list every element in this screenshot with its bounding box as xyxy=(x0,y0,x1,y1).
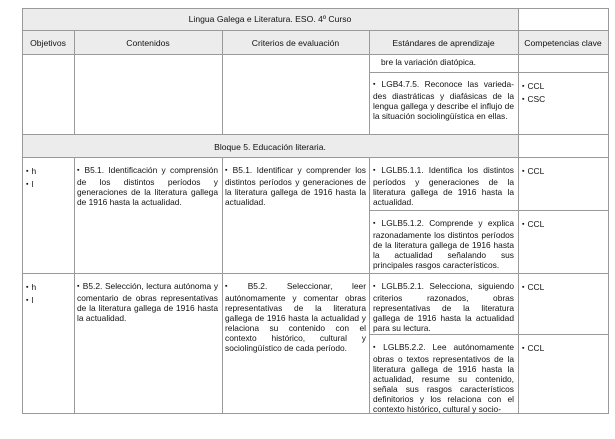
rule xyxy=(222,157,223,414)
rule xyxy=(22,8,609,9)
criterio-b52: ▪ B5.2. Seleccionar, leer autónomamente y comentar obras representativas de la literatura gallega de 1916 hasta la actualidad y relaciona su contenido con el contexto histórico, cultural y sociolingüístico de cada período. xyxy=(225,281,366,353)
objetivo-item: ▪ h xyxy=(26,282,36,294)
estandar-lgb475: ▪ LGB4.7.5. Reconoce las varieda-des diastráticas y diafásicas de la lengua gallega y describe el influjo de la situación sociolingüística en ellas. xyxy=(373,79,514,121)
contenido-b52: ▪ B5.2. Selección, lectura autónoma y comentario de obras representativas de la literatura gallega de 1916 hasta la actualidad. xyxy=(77,281,218,323)
header-competencias: Competencias clave xyxy=(524,38,602,48)
competencia-item: ▪ CCL xyxy=(522,166,544,178)
rule xyxy=(22,54,609,55)
estandar-lglb512: ▪ LGLB5.1.2. Comprende y explica razonadamente los distintos períodos de la literatura gallega de 1916 hasta la actualidad señalando sus principales rasgos característicos. xyxy=(373,218,514,270)
header-criterios: Criterios de evaluación xyxy=(251,38,340,48)
estandar-lglb521: ▪ LGLB5.2.1. Selecciona, siguiendo criterios razonados, obras representativas de la literatura gallega de 1916 hasta la actualidad para su lectura. xyxy=(373,281,514,333)
header-objetivos: Objetivos xyxy=(30,38,66,48)
rule xyxy=(22,413,609,414)
rule xyxy=(22,8,23,414)
header-contenidos: Contenidos xyxy=(126,38,170,48)
table-title: Lingua Galega e Literatura. ESO. 4º Curso xyxy=(188,14,352,24)
competencia-item: ▪ CCL xyxy=(522,343,544,355)
rule xyxy=(608,8,609,414)
rule xyxy=(74,157,75,414)
rule xyxy=(369,334,609,335)
estandar-continuation: bre la variación diatópica. xyxy=(381,57,476,67)
competencia-item: ▪ CCL xyxy=(522,219,544,231)
rule xyxy=(369,210,609,211)
objetivo-item: ▪ l xyxy=(26,179,33,191)
competencia-item: ▪ CCL xyxy=(522,81,544,93)
estandar-lglb522: ▪ LGLB5.2.2. Lee autónomamente obras o textos representativos de la literatura gallega de 1916 hasta la actualidad, resume su contenido, señala sus rasgos característicos definitorios y los relaciona con el contexto histórico, cultural y socio- xyxy=(373,342,514,414)
bloque-heading: Bloque 5. Educación literaria. xyxy=(214,142,326,152)
competencia-item: ▪ CCL xyxy=(522,282,544,294)
rule xyxy=(22,157,609,158)
header-estandares: Estándares de aprendizaje xyxy=(392,38,495,48)
rule xyxy=(22,134,609,135)
rule xyxy=(22,273,609,274)
criterio-b51: ▪ B5.1. Identificar y comprender los distintos períodos y generaciones de la literatura gallega de 1916 hasta la actualidad. xyxy=(225,165,366,207)
rule xyxy=(22,30,609,31)
estandar-lglb511: ▪ LGLB5.1.1. Identifica los distintos períodos y generaciones de la literatura gallega de 1916 hasta la actualidad. xyxy=(373,165,514,207)
objetivo-item: ▪ h xyxy=(26,166,36,178)
objetivo-item: ▪ l xyxy=(26,295,33,307)
contenido-b51: ▪ B5.1. Identificación y comprensión de los distintos períodos y generaciones de la literatura gallega de 1916 hasta la actualidad. xyxy=(77,165,218,207)
rule xyxy=(369,72,609,73)
rule xyxy=(369,157,370,414)
rule xyxy=(518,8,519,414)
competencia-item: ▪ CSC xyxy=(522,94,545,106)
